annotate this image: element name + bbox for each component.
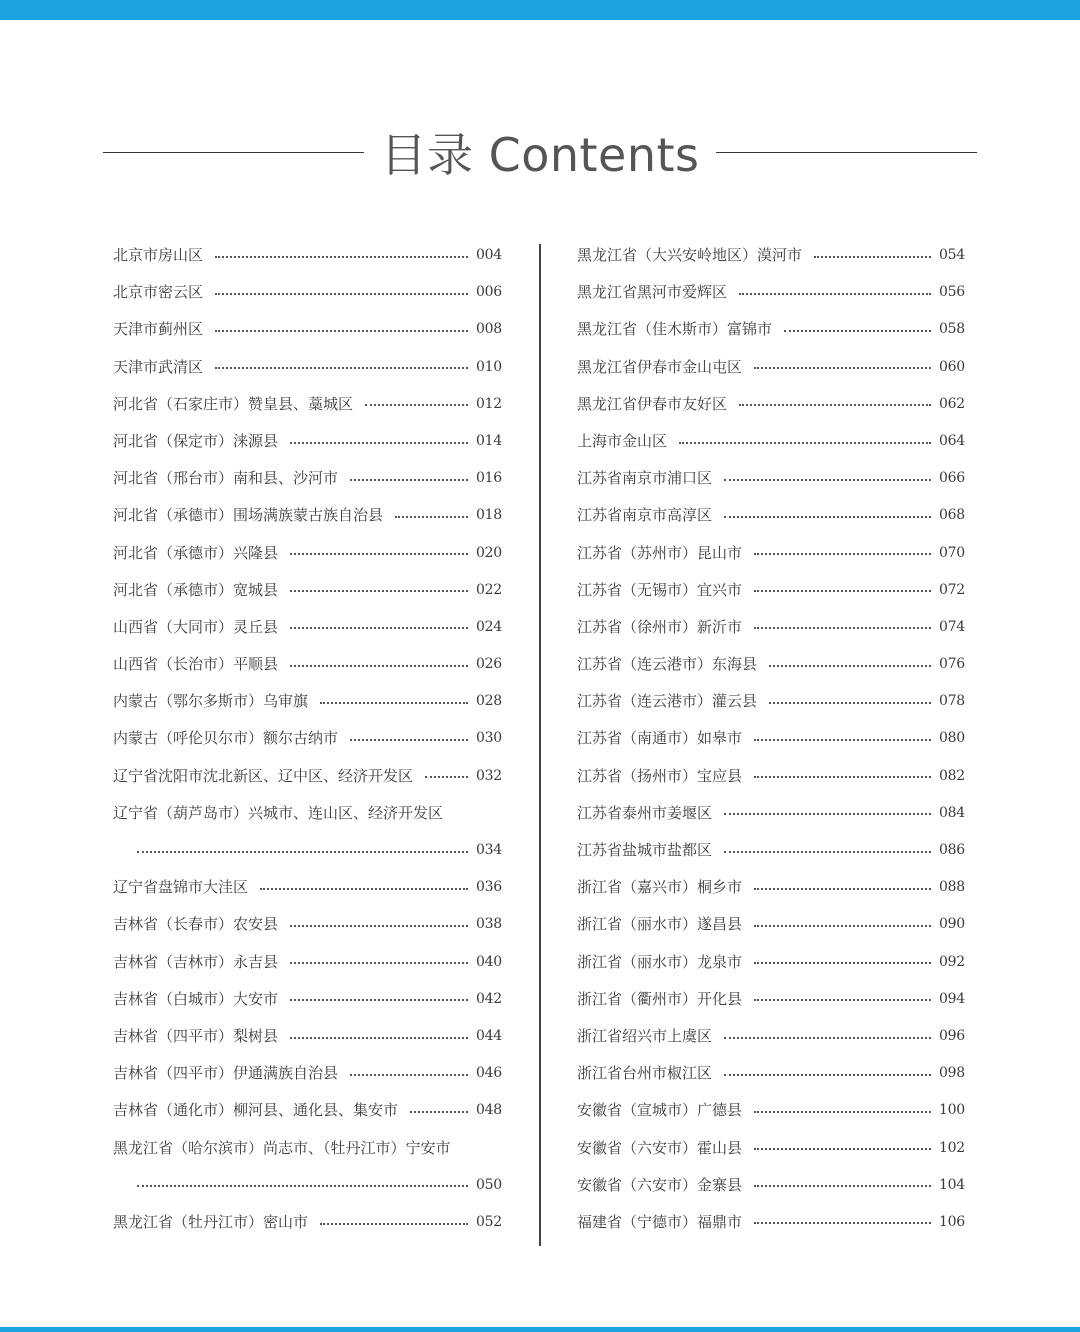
dot-leader <box>754 925 931 927</box>
entry-title: 辽宁省沈阳市沈北新区、辽中区、经济开发区 <box>113 766 414 785</box>
toc-entry[interactable] <box>577 981 963 1018</box>
entry-title: 黑龙江省伊春市金山屯区 <box>577 357 743 376</box>
page-number: 050 <box>476 1176 502 1193</box>
toc-entry[interactable] <box>113 1092 500 1129</box>
dot-leader <box>215 367 468 369</box>
page-number: 014 <box>476 432 502 449</box>
page-number: 058 <box>939 321 965 338</box>
toc-entry[interactable] <box>113 349 500 386</box>
page-number: 018 <box>476 507 502 524</box>
dot-leader <box>215 330 468 332</box>
dot-leader <box>365 404 468 406</box>
toc-entry[interactable] <box>113 572 500 609</box>
page-number: 060 <box>939 358 965 375</box>
entry-title: 浙江省绍兴市上虞区 <box>577 1026 713 1045</box>
entry-title: 江苏省（扬州市）宝应县 <box>577 766 743 785</box>
dot-leader <box>290 925 468 927</box>
entry-title: 山西省（大同市）灵丘县 <box>113 617 279 636</box>
toc-entry[interactable] <box>577 869 963 906</box>
page-number: 078 <box>939 693 965 710</box>
page-number: 096 <box>939 1027 965 1044</box>
toc-entry[interactable] <box>113 386 500 423</box>
dot-leader <box>814 256 931 258</box>
toc-entry[interactable] <box>577 1092 963 1129</box>
toc-entry[interactable] <box>113 1055 500 1092</box>
dot-leader <box>724 813 931 815</box>
page-number: 012 <box>476 395 502 412</box>
entry-title: 浙江省（丽水市）龙泉市 <box>577 952 743 971</box>
toc-entry[interactable] <box>113 906 500 943</box>
dot-leader <box>320 1223 468 1225</box>
entry-title: 江苏省（无锡市）宜兴市 <box>577 580 743 599</box>
dot-leader <box>739 404 931 406</box>
toc-entry[interactable] <box>577 1167 963 1204</box>
dot-leader <box>754 590 931 592</box>
page-number: 028 <box>476 693 502 710</box>
dot-leader <box>769 665 931 667</box>
page-number: 040 <box>476 953 502 970</box>
entry-title: 浙江省（丽水市）遂昌县 <box>577 915 743 934</box>
toc-entry[interactable] <box>577 720 963 757</box>
toc-entry[interactable] <box>577 1055 963 1092</box>
page-number: 080 <box>939 730 965 747</box>
page-number: 004 <box>476 247 502 263</box>
dot-leader <box>754 1185 931 1187</box>
dot-leader <box>290 999 468 1001</box>
entry-title: 江苏省（徐州市）新沂市 <box>577 617 743 636</box>
page-number: 102 <box>939 1139 965 1156</box>
toc-left-column <box>113 237 500 1241</box>
page-number: 094 <box>939 990 965 1007</box>
page-number: 072 <box>939 581 965 598</box>
dot-leader <box>754 627 931 629</box>
page-number: 064 <box>939 432 965 449</box>
toc-entry[interactable] <box>577 460 963 497</box>
entry-title: 河北省（邢台市）南和县、沙河市 <box>113 469 339 488</box>
dot-leader <box>290 553 468 555</box>
toc-entry[interactable] <box>113 423 500 460</box>
dot-leader <box>320 702 468 704</box>
entry-title: 安徽省（六安市）霍山县 <box>577 1138 743 1157</box>
toc-entry[interactable] <box>113 609 500 646</box>
entry-title: 辽宁省（葫芦岛市）兴城市、连山区、经济开发区 <box>113 803 444 822</box>
entry-title: 江苏省泰州市姜堰区 <box>577 803 713 822</box>
page-number: 092 <box>939 953 965 970</box>
dot-leader <box>215 293 468 295</box>
title-row <box>103 118 977 186</box>
entry-title: 江苏省（南通市）如皋市 <box>577 729 743 748</box>
dot-leader <box>754 1222 931 1224</box>
dot-leader <box>137 1185 468 1187</box>
page-number: 036 <box>476 879 502 896</box>
dot-leader <box>724 479 931 481</box>
entry-title: 浙江省（嘉兴市）桐乡市 <box>577 878 743 897</box>
dot-leader <box>724 851 931 853</box>
entry-title: 吉林省（吉林市）永吉县 <box>113 952 279 971</box>
page-number: 076 <box>939 656 965 673</box>
entry-title: 天津市武清区 <box>113 357 204 376</box>
toc-entry[interactable] <box>577 423 963 460</box>
entry-title: 浙江省（衢州市）开化县 <box>577 989 743 1008</box>
page-number: 016 <box>476 470 502 487</box>
page-number: 082 <box>939 767 965 784</box>
entry-continuation <box>113 832 500 869</box>
dot-leader <box>350 479 468 481</box>
dot-leader <box>137 851 468 853</box>
toc-entry[interactable] <box>577 386 963 423</box>
page-number: 024 <box>476 618 502 635</box>
toc-entry[interactable] <box>577 758 963 795</box>
page-number: 088 <box>939 879 965 896</box>
toc-entry[interactable] <box>577 572 963 609</box>
entry-title: 北京市密云区 <box>113 283 204 302</box>
page-number: 010 <box>476 358 502 375</box>
dot-leader <box>410 1111 468 1113</box>
dot-leader <box>290 442 468 444</box>
toc-entry[interactable] <box>113 981 500 1018</box>
page-number: 038 <box>476 916 502 933</box>
toc-entry[interactable] <box>577 535 963 572</box>
entry-title: 黑龙江省（佳木斯市）富锦市 <box>577 320 773 339</box>
entry-title: 黑龙江省伊春市友好区 <box>577 394 728 413</box>
entry-title: 黑龙江省（牡丹江市）密山市 <box>113 1212 309 1231</box>
toc-entry[interactable] <box>113 1018 500 1055</box>
page-number: 066 <box>939 470 965 487</box>
page-number: 106 <box>939 1213 965 1230</box>
toc-entry[interactable] <box>577 646 963 683</box>
entry-title: 辽宁省盘锦市大洼区 <box>113 878 249 897</box>
entry-title: 黑龙江省黑河市爱辉区 <box>577 283 728 302</box>
page-number: 090 <box>939 916 965 933</box>
column-divider <box>539 244 541 1246</box>
page-number: 020 <box>476 544 502 561</box>
entry-title: 吉林省（白城市）大安市 <box>113 989 279 1008</box>
dot-leader <box>350 1074 468 1076</box>
dot-leader <box>784 330 931 332</box>
entry-title: 吉林省（通化市）柳河县、通化县、集安市 <box>113 1101 399 1120</box>
entry-title: 吉林省（长春市）农安县 <box>113 915 279 934</box>
bottom-accent-bar <box>0 1327 1080 1332</box>
dot-leader <box>679 442 931 444</box>
toc-entry[interactable] <box>113 311 500 348</box>
dot-leader <box>739 293 931 295</box>
dot-leader <box>754 776 931 778</box>
entry-title: 内蒙古（鄂尔多斯市）乌审旗 <box>113 692 309 711</box>
page-number: 008 <box>476 321 502 338</box>
dot-leader <box>769 702 931 704</box>
page-title: 目录 Contents <box>380 128 700 182</box>
toc-entry[interactable] <box>113 237 500 274</box>
entry-title: 河北省（承德市）兴隆县 <box>113 543 279 562</box>
entry-title: 吉林省（四平市）梨树县 <box>113 1026 279 1045</box>
dot-leader <box>290 1037 468 1039</box>
toc-entry[interactable] <box>577 683 963 720</box>
page-number: 054 <box>939 247 965 263</box>
page-number: 062 <box>939 395 965 412</box>
toc-entry[interactable] <box>577 609 963 646</box>
toc-entry[interactable] <box>577 237 963 274</box>
dot-leader <box>754 553 931 555</box>
toc-entry[interactable] <box>113 274 500 311</box>
dot-leader <box>350 739 468 741</box>
entry-title: 天津市蓟州区 <box>113 320 204 339</box>
toc-entry[interactable] <box>577 832 963 869</box>
page-number: 022 <box>476 581 502 598</box>
page-number: 030 <box>476 730 502 747</box>
title-rule-right <box>716 152 977 153</box>
dot-leader <box>754 999 931 1001</box>
title-rule-left <box>103 152 364 153</box>
dot-leader <box>290 665 468 667</box>
page-number: 034 <box>476 842 502 858</box>
entry-title: 北京市房山区 <box>113 246 204 264</box>
toc-entry[interactable] <box>577 944 963 981</box>
page-number: 042 <box>476 990 502 1007</box>
toc-entry[interactable] <box>113 1204 500 1241</box>
toc-entry[interactable] <box>577 795 963 832</box>
entry-title: 河北省（保定市）涞源县 <box>113 431 279 450</box>
dot-leader <box>754 1111 931 1113</box>
entry-title: 浙江省台州市椒江区 <box>577 1064 713 1083</box>
dot-leader <box>754 739 931 741</box>
toc-entry[interactable] <box>113 758 500 795</box>
toc-entry[interactable] <box>113 944 500 981</box>
page-number: 046 <box>476 1065 502 1082</box>
page-number: 074 <box>939 618 965 635</box>
page-number: 100 <box>939 1102 965 1119</box>
dot-leader <box>395 516 468 518</box>
page-number: 104 <box>939 1176 965 1193</box>
toc-entry[interactable] <box>113 646 500 683</box>
toc-entry[interactable] <box>577 497 963 534</box>
page-number: 086 <box>939 842 965 858</box>
entry-title: 江苏省南京市浦口区 <box>577 469 713 488</box>
toc-entry[interactable] <box>577 311 963 348</box>
page-number: 044 <box>476 1027 502 1044</box>
entry-title: 江苏省（连云港市）东海县 <box>577 655 758 674</box>
entry-title: 福建省（宁德市）福鼎市 <box>577 1212 743 1231</box>
toc-right-column <box>577 237 963 1241</box>
entry-continuation <box>113 1167 500 1204</box>
top-accent-bar <box>0 0 1080 20</box>
toc-entry[interactable] <box>577 349 963 386</box>
dot-leader <box>290 590 468 592</box>
page-number: 068 <box>939 507 965 524</box>
dot-leader <box>724 516 931 518</box>
page-number: 056 <box>939 284 965 301</box>
entry-title: 吉林省（四平市）伊通满族自治县 <box>113 1064 339 1083</box>
entry-title: 黑龙江省（大兴安岭地区）漠河市 <box>577 246 803 264</box>
page-number: 052 <box>476 1213 502 1230</box>
page-number: 026 <box>476 656 502 673</box>
dot-leader <box>290 627 468 629</box>
entry-title: 安徽省（宣城市）广德县 <box>577 1101 743 1120</box>
toc-entry[interactable] <box>113 683 500 720</box>
dot-leader <box>754 962 931 964</box>
dot-leader <box>290 962 468 964</box>
page-number: 006 <box>476 284 502 301</box>
dot-leader <box>215 256 468 258</box>
entry-title: 黑龙江省（哈尔滨市）尚志市、（牡丹江市）宁安市 <box>113 1138 451 1157</box>
entry-title: 江苏省（连云港市）灌云县 <box>577 692 758 711</box>
dot-leader <box>724 1037 931 1039</box>
entry-title: 河北省（石家庄市）赞皇县、藁城区 <box>113 394 354 413</box>
toc-entry[interactable] <box>577 1204 963 1241</box>
toc-entry[interactable] <box>113 720 500 757</box>
entry-title: 上海市金山区 <box>577 431 668 450</box>
dot-leader <box>260 888 468 890</box>
page-number: 048 <box>476 1102 502 1119</box>
entry-title: 内蒙古（呼伦贝尔市）额尔古纳市 <box>113 729 339 748</box>
toc-entry[interactable] <box>577 906 963 943</box>
page-number: 098 <box>939 1065 965 1082</box>
toc-entry[interactable] <box>113 460 500 497</box>
toc-entry[interactable] <box>577 274 963 311</box>
page-number: 032 <box>476 767 502 784</box>
toc-entry[interactable] <box>113 497 500 534</box>
toc-entry[interactable] <box>113 535 500 572</box>
toc-entry[interactable] <box>577 1130 963 1167</box>
toc-entry[interactable] <box>113 1130 500 1204</box>
dot-leader <box>724 1074 931 1076</box>
entry-title: 河北省（承德市）围场满族蒙古族自治县 <box>113 506 384 525</box>
page-number: 070 <box>939 544 965 561</box>
entry-title: 江苏省（苏州市）昆山市 <box>577 543 743 562</box>
dot-leader <box>754 1148 931 1150</box>
toc-entry[interactable] <box>113 795 500 869</box>
dot-leader <box>754 367 931 369</box>
entry-title: 河北省（承德市）宽城县 <box>113 580 279 599</box>
entry-title: 山西省（长治市）平顺县 <box>113 655 279 674</box>
page-number: 084 <box>939 804 965 821</box>
entry-title: 江苏省南京市高淳区 <box>577 506 713 525</box>
entry-title: 江苏省盐城市盐都区 <box>577 841 713 859</box>
dot-leader <box>754 888 931 890</box>
toc-entry[interactable] <box>577 1018 963 1055</box>
entry-title: 安徽省（六安市）金寨县 <box>577 1175 743 1194</box>
dot-leader <box>425 776 468 778</box>
toc-entry[interactable] <box>113 869 500 906</box>
